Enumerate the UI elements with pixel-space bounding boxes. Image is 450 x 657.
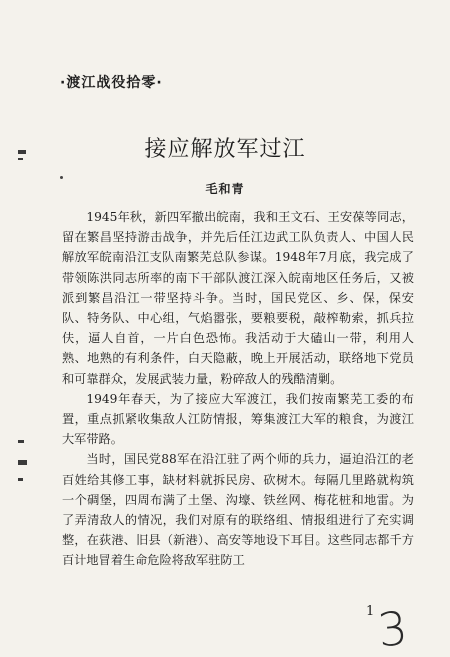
paragraph: 1945年秋，新四军撤出皖南，我和王文石、王安葆等同志，留在繁昌坚持游击战争，并先后任江边武工队负责人、中国人民解放军皖南沿江支队南繁芜总队参谋。1948年7月底，我完成了带领陈洪同志所率的南下干部队渡江深入皖南地区任务后，又被派到繁昌沿江一带坚持斗争。当时，国民党区、乡、保，保安队、特务队、中心组，气焰嚣张，要粮要税，敲榨勒索，抓兵拉伕，逼人自首，一片白色恐怖。我活动于大磕山一带，利用人熟、地熟的有利条件，白天隐蔽，晚上开展活动，联络地下党员和可靠群众，发展武装力量，粉碎敌人的残酷清剿。	[62, 210, 414, 386]
scan-speck	[60, 176, 63, 179]
article-body	[62, 207, 414, 571]
article-title: 接应解放军过江	[144, 137, 306, 162]
binding-mark	[18, 478, 23, 481]
page-number: 1	[366, 604, 375, 619]
paragraph: 当时，国民党88军在沿江驻了两个师的兵力，逼迫沿江的老百姓给其修工事，缺材料就拆民房、砍树木。每隔几里路就构筑一个碉堡，四周布满了土堡、沟壕、铁丝网、梅花桩和地雷。为了弄清敌人的情况，我们对原有的联络组、情报组进行了充实调整，在荻港、旧县（新港）、高安等地设下耳目。这些同志都千方百计地冒着生命危险将敌军驻防工	[62, 452, 414, 568]
handwritten-page-mark: 3	[375, 600, 411, 657]
binding-mark	[18, 460, 27, 465]
series-label: ·渡江战役拾零·	[60, 75, 163, 91]
author-name: 毛和青	[205, 182, 245, 196]
paragraph: 1949年春天，为了接应大军渡江，我们按南繁芜工委的布置，重点抓紧收集敌人江防情报，筹集渡江大军的粮食，为渡江大军带路。	[62, 391, 414, 447]
binding-mark	[18, 440, 24, 443]
